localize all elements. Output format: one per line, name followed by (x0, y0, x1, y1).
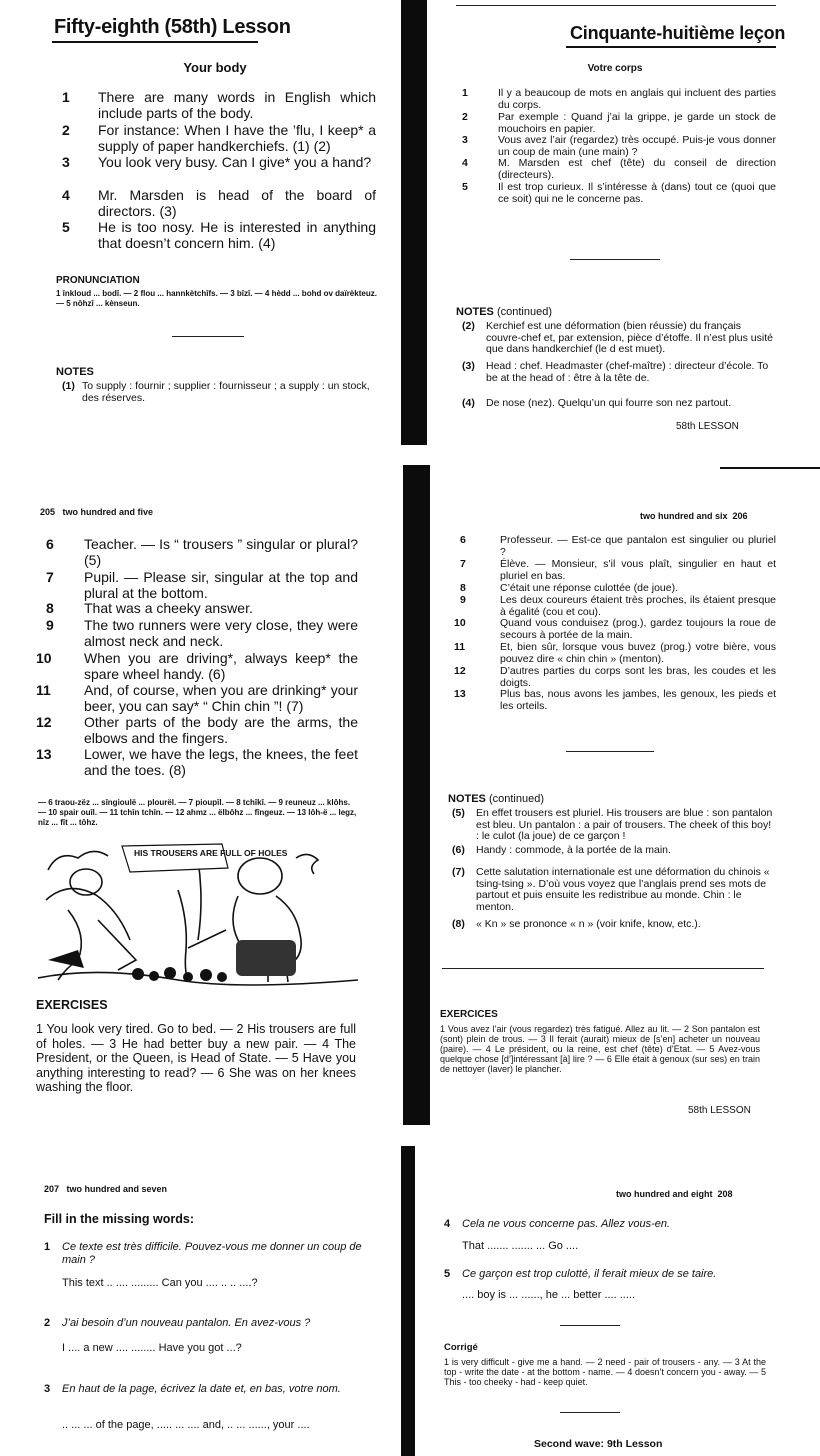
pronunciation-heading: PRONUNCIATION (56, 275, 140, 286)
divider (560, 1412, 620, 1413)
page-gutter (401, 1146, 415, 1456)
pronunciation-text: — 6 traou-zëz ... sîngioulë ... plourël. — 7 pioupîl. — 8 tchîkî. — 9 reuneuz ... klôhs. — 10 spair ouîl. — 11 tchîn tchîn. — 12 ahmz ... ëlbôhz ... fîngeuz. — 13 lôh-ë ... legz, nîz ... fît ... tôhz. (38, 798, 357, 827)
exercises-fr: 1 Vous avez l’air (vous regardez) très fatigué. Allez au lit. — 2 Son pantalon est (sont) plein de trous. — 3 Il ferait (aurait) mieux de [s’en] acheter un nouveau (paire). — 4 Le président, ou la reine, est chef (tête) d’Etat. — 5 Avez-vous quelque chose [d’]intéressant [à] lire ? — 6 Elle était à genoux (sur ses) en train de nettoyer (laver) le plancher. (440, 1024, 760, 1074)
subtitle-en: Your body (183, 60, 247, 75)
running-head-right: two hundred and six 206 (640, 511, 748, 521)
second-wave: Second wave: 9th Lesson (534, 1438, 663, 1450)
subtitle-fr: Votre corps (587, 63, 643, 74)
divider (172, 336, 244, 337)
lesson-title-fr: Cinquante-huitième leçon (570, 23, 786, 43)
pronunciation-text: 1 înkloud ... bodî. — 2 flou ... hannkètchîfs. — 3 bîzî. — 4 hèdd ... bohd ov daïrèkteuz. — 5 nôhzî ... kènseun. (56, 289, 377, 308)
notes-continued-heading: NOTES (continued) (456, 306, 553, 318)
exercises-en: 1 You look very tired. Go to bed. — 2 His trousers are full of holes. — 3 He had better buy a new pair. — 4 The President, or the Queen, is Head of State. — 5 Have you anything interesting to read? — 6 She was on her knees washing the floor. (36, 1022, 356, 1094)
lesson-footer: 58th LESSON (688, 1105, 751, 1116)
running-head-left: 207 two hundred and seven (44, 1184, 168, 1194)
running-head-right: two hundred and eight 208 (616, 1189, 733, 1199)
corrige-text: 1 is very difficult - give me a hand. — 2 need - pair of trousers - any. — 3 At the top - write the date - at the bottom - name. — 4 doesn’t concern you - away. — 5 This - too cheeky - had - keep quiet. (444, 1357, 766, 1387)
exercises-heading-fr: EXERCICES (440, 1009, 498, 1020)
notes-continued-heading: NOTES (continued) (448, 793, 545, 805)
divider (560, 1325, 620, 1326)
lesson-title-en: Fifty-eighth (58th) Lesson (54, 16, 291, 38)
divider (566, 751, 654, 752)
corrige-heading: Corrigé (444, 1342, 478, 1353)
title-underline (52, 41, 258, 43)
exercises-heading-en: EXERCISES (36, 998, 108, 1012)
page-gutter (403, 465, 430, 1125)
page-rule (442, 968, 764, 969)
cartoon-caption: HIS TROUSERS ARE FULL OF HOLES (134, 848, 288, 858)
notes-heading: NOTES (56, 366, 94, 378)
cartoon-illustration (38, 840, 358, 988)
page-rule (720, 467, 820, 469)
divider (570, 259, 660, 260)
lesson-footer: 58th LESSON (676, 421, 739, 432)
top-rule (456, 5, 776, 6)
page-gutter (401, 0, 427, 445)
fill-title: Fill in the missing words: (44, 1212, 195, 1226)
title-underline (566, 46, 776, 48)
running-head-left: 205 two hundred and five (40, 507, 154, 517)
